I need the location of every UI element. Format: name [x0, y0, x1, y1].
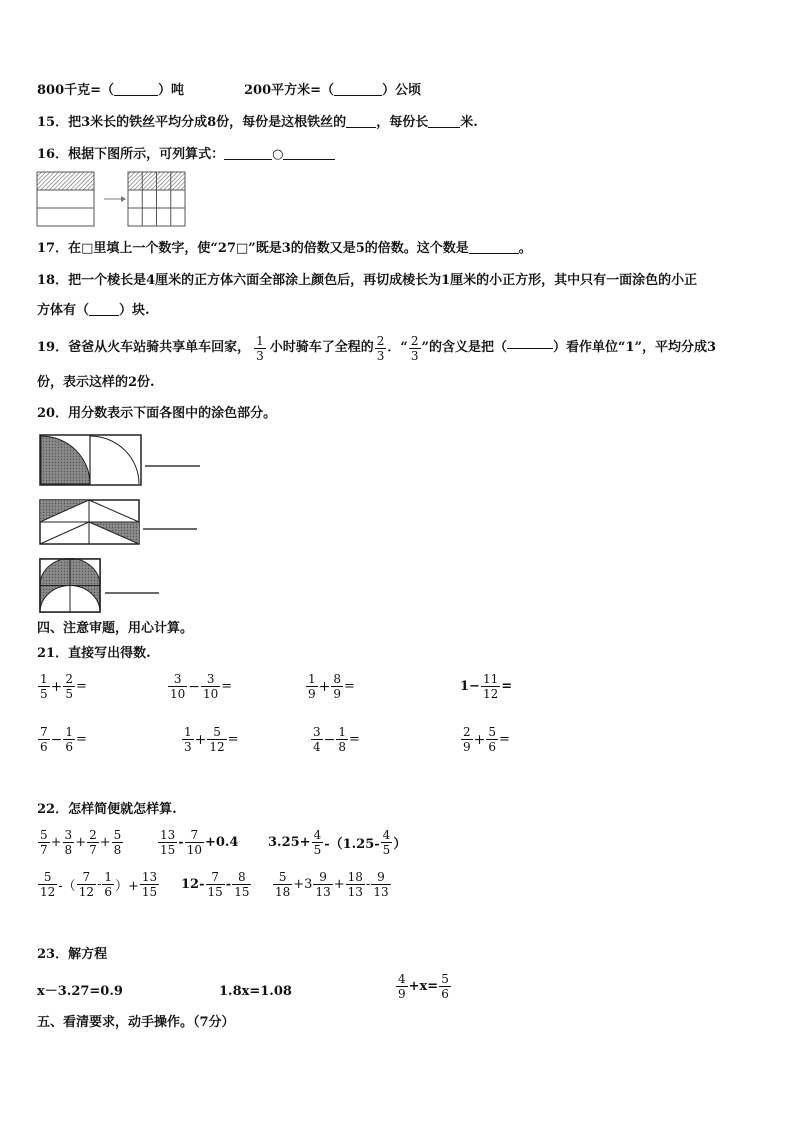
q22-expr-3: 3.25+ $\frac{4}{5}$ -（1.25- 4 5 ）	[268, 828, 407, 857]
q14-conversion-line-2: 200平方米=（ ）公顷	[244, 83, 422, 98]
question-15: 15．把3米长的铁丝平均分成8份，每份是这根铁丝的 ，每份长 米.	[37, 115, 478, 130]
q16-figure	[37, 172, 187, 228]
section-5-heading: 五、看清要求，动手操作。（7分）	[37, 1015, 235, 1030]
q20-figure-2	[39, 499, 201, 547]
question-19: 19． 爸爸从火车站骑共享单车回家， 1 3 小时骑车了全程的 2 3 ．“ 2 3 ”的含义是把（ ）看作单位“1”，平均分成3	[37, 333, 717, 363]
q21-item-4: 1− $\frac{11}{12}$ =	[460, 672, 513, 701]
q15-blank-1[interactable]	[346, 127, 376, 128]
q23-equation-2: 1.8x=1.08	[219, 984, 292, 999]
q16-blank-1[interactable]	[224, 159, 272, 160]
q16-blank-2[interactable]	[283, 159, 335, 160]
q17-blank[interactable]	[469, 253, 519, 254]
fraction-one-third: 1 3	[256, 333, 264, 363]
question-23: 23．解方程	[37, 947, 108, 962]
question-18-line2: 方体有（ ）块.	[37, 303, 150, 318]
q21-item-7: 3 4 − $\frac{1}{8}$ =	[313, 725, 360, 754]
fraction-two-thirds: 2 3	[376, 333, 385, 363]
question-16: 16．根据下图所示，可列算式： ○	[37, 146, 335, 164]
q14-conversion-line: 800千克=（ ）吨	[37, 83, 185, 98]
q15-blank-2[interactable]	[428, 127, 460, 128]
q21-item-1: 1 5 + $\frac{2}{5}$ =	[40, 672, 87, 701]
q21-item-3: 1 9 + $\frac{8}{9}$ =	[308, 672, 355, 701]
q22-expr-2: 13 15 - 7 10 +0.4	[160, 828, 239, 857]
question-17: 17．在□里填上一个数字，使“27□”既是3的倍数又是5的倍数。这个数是 。	[37, 241, 532, 256]
q22-expr-4: 5 12 -（ 7 12 - 1 6 ）+ $\frac{13}{15}$	[40, 870, 158, 899]
q18-blank[interactable]	[89, 315, 119, 316]
q21-item-5: 7 6 − $\frac{1}{6}$ =	[40, 725, 87, 754]
question-20: 20．用分数表示下面各图中的涂色部分。	[37, 406, 277, 421]
q16-left-rect	[37, 172, 94, 226]
q22-expr-6: 5 18 +3 9 13 + 18 13 - 9 13	[275, 870, 389, 899]
question-19-line2: 份，表示这样的2份.	[37, 375, 155, 390]
q21-item-8: 2 9 + $\frac{5}{6}$ =	[463, 725, 510, 754]
question-18: 18．把一个棱长是4厘米的正方体六面全部涂上颜色后，再切成棱长为1厘米的小正方形，其中只有一面涂色的小正	[37, 273, 698, 288]
q20-figure-3	[39, 558, 163, 614]
question-21: 21．直接写出得数.	[37, 646, 151, 661]
fraction-two-thirds-quoted: 2 3	[410, 333, 419, 363]
section-4-heading: 四、注意审题，用心计算。	[37, 621, 194, 636]
q21-item-2: 3 10 − $\frac{3}{10}$ =	[170, 672, 233, 701]
q16-right-rect	[128, 172, 185, 226]
q19-blank[interactable]	[507, 348, 553, 349]
arrow-icon	[104, 196, 126, 202]
q22-expr-5: 12- 7 15 - 8 15	[181, 870, 250, 899]
question-22: 22．怎样简便就怎样算.	[37, 802, 177, 817]
q23-equation-1: x－3.27=0.9	[37, 984, 123, 999]
q20-figure-1	[39, 434, 204, 488]
q14-blank-a[interactable]	[114, 95, 158, 96]
q23-equation-3: 4 9 +x= $\frac{5}{6}$	[398, 972, 449, 1001]
q14-blank-b[interactable]	[334, 95, 382, 96]
q22-expr-1: 5 7 + 3 8 + 2 7 + 5 8	[40, 828, 122, 857]
q21-item-6: 1 3 + $\frac{5}{12}$ =	[184, 725, 239, 754]
